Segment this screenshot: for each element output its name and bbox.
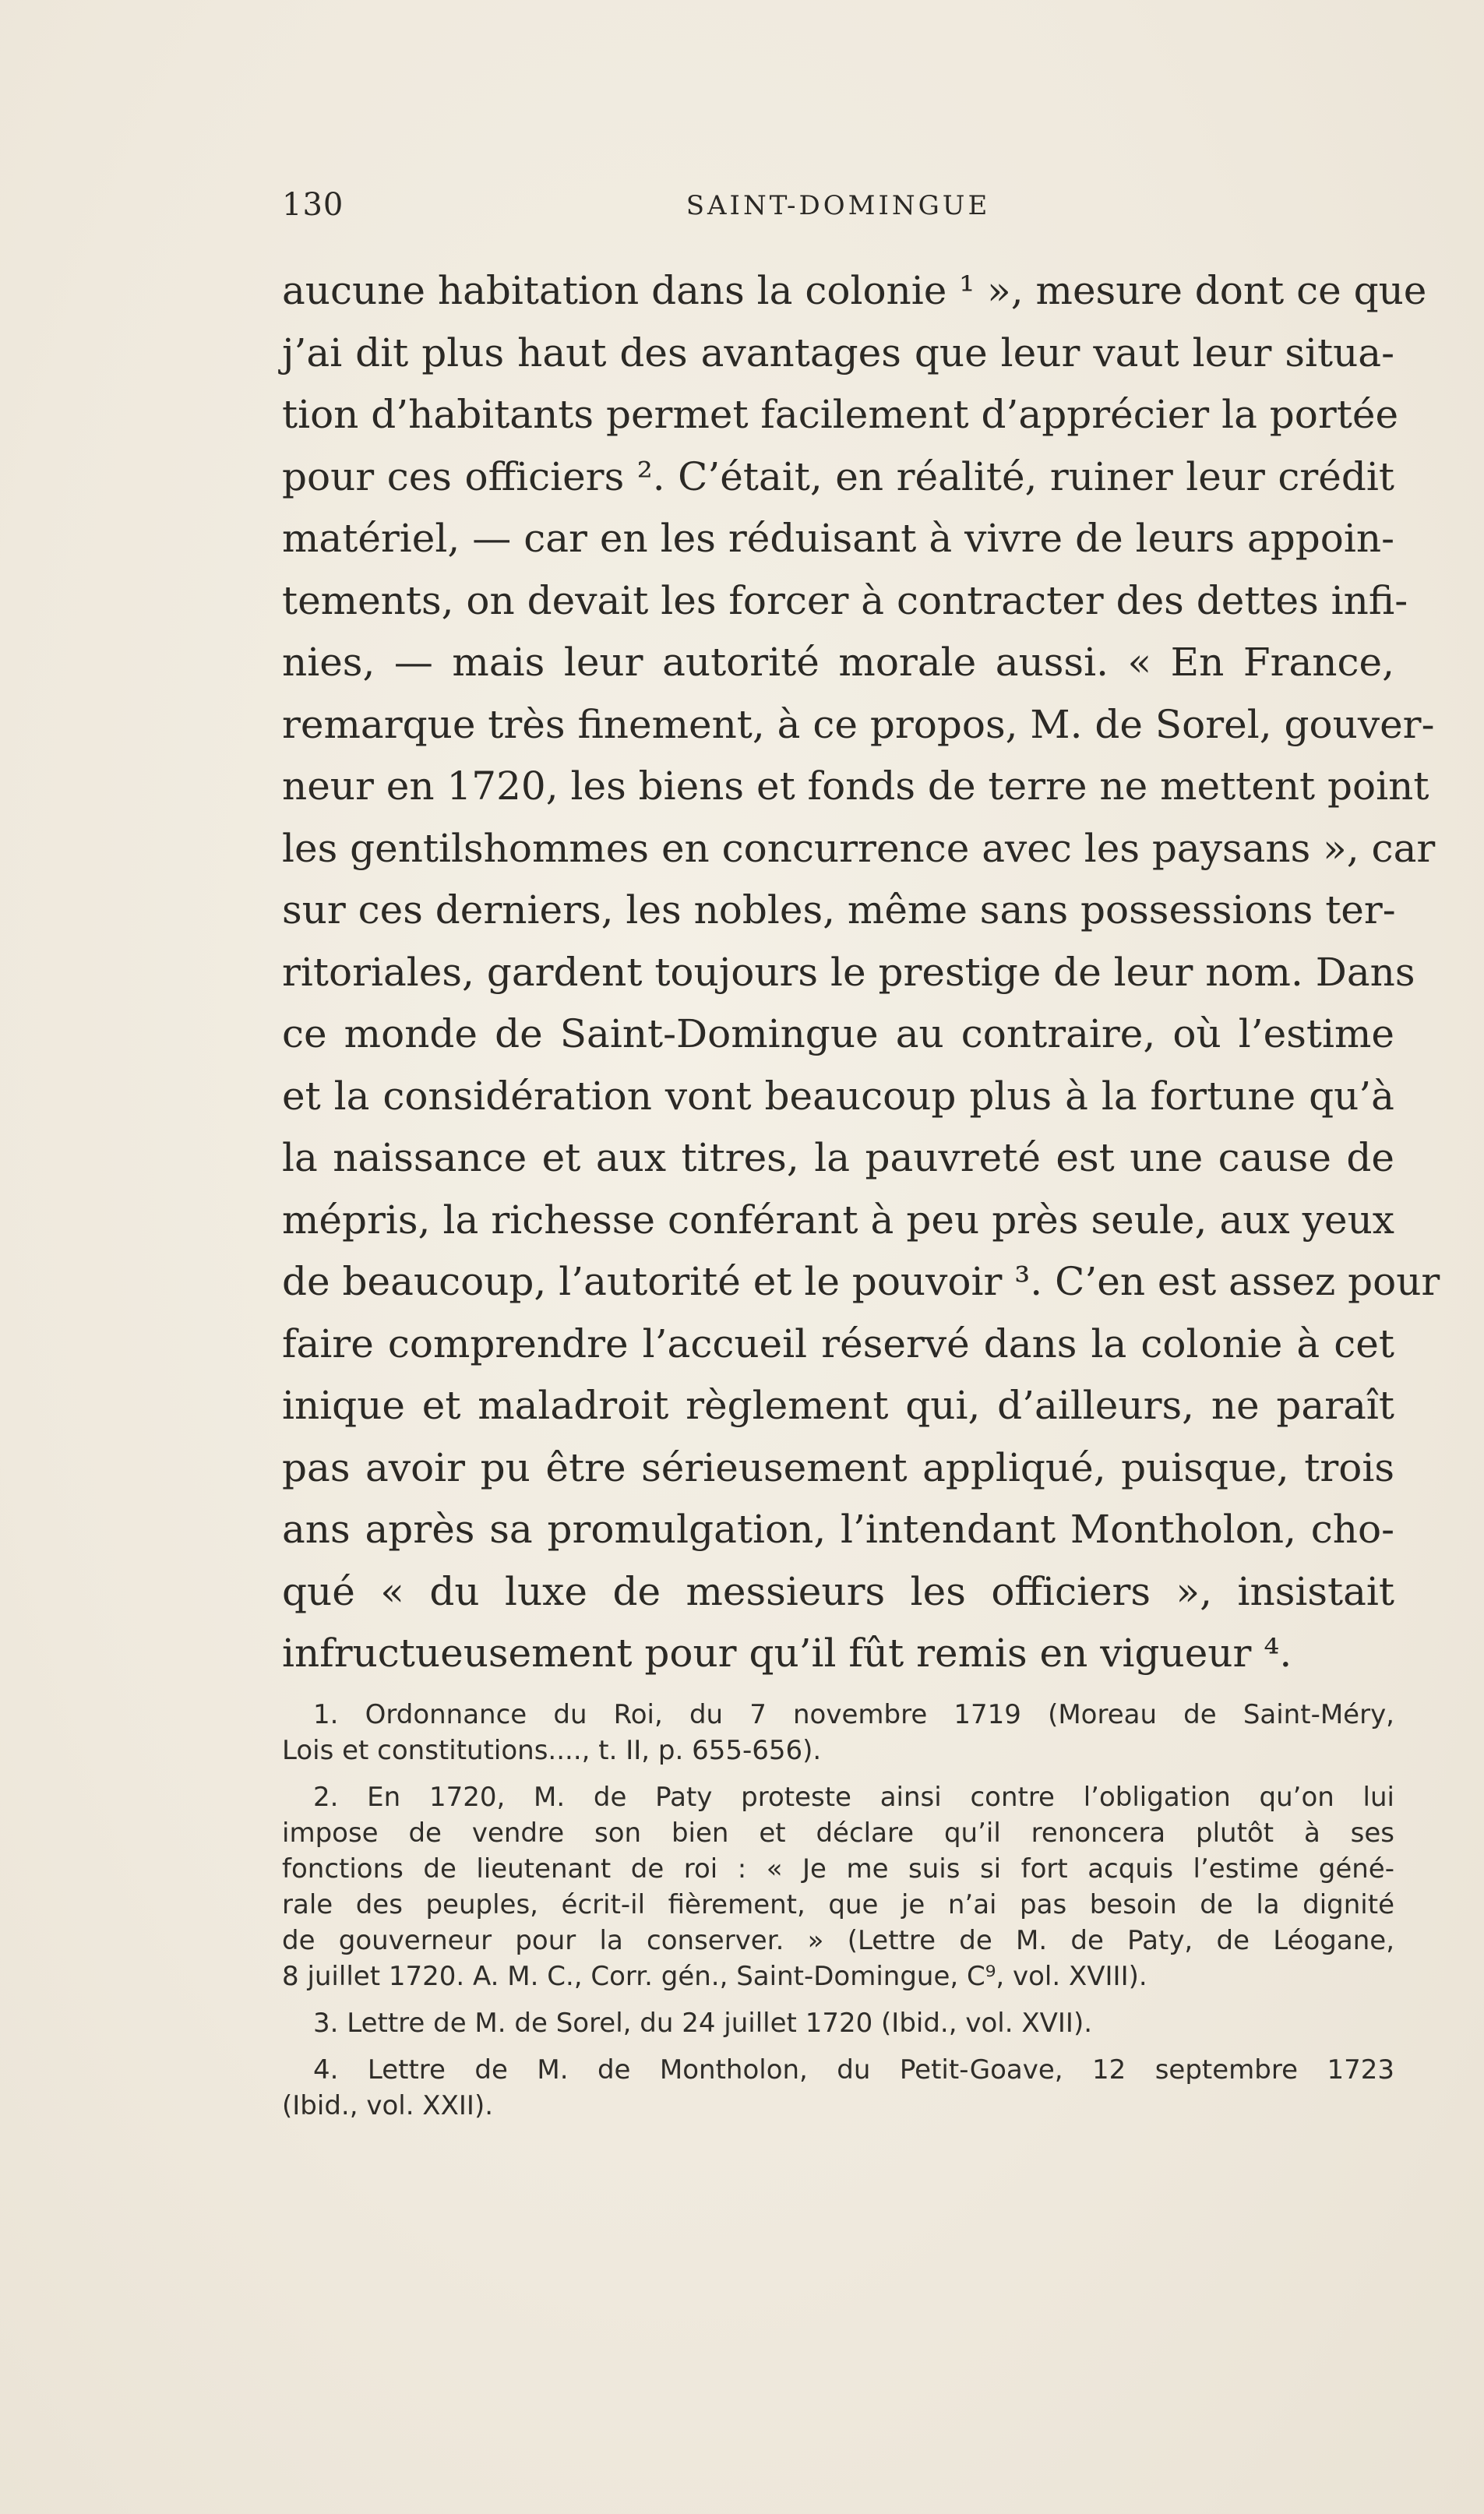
body-line: mépris, la richesse conférant à peu près seule, aux yeux [282, 1197, 1394, 1243]
body-line: et la considération vont beaucoup plus à la fortune qu’à [282, 1073, 1394, 1119]
body-line: remarque très finement, à ce propos, M. de Sorel, gouver- [282, 701, 1435, 747]
body-line: j’ai dit plus haut des avantages que leur vaut leur situa- [282, 330, 1394, 376]
footnote-line: 3. Lettre de M. de Sorel, du 24 juillet 1720 (Ibid., vol. XVII). [313, 2008, 1093, 2039]
footnote-line: Lois et constitutions...., t. II, p. 655-656). [282, 1735, 822, 1766]
body-line: infructueusement pour qu’il fût remis en vigueur ⁴. [282, 1631, 1292, 1676]
body-line: aucune habitation dans la colonie ¹ », mesure dont ce que [282, 268, 1427, 313]
page-number: 130 [282, 187, 344, 223]
body-line: neur en 1720, les biens et fonds de terre ne mettent point [282, 763, 1429, 809]
body-text [282, 260, 1440, 1685]
body-line: pas avoir pu être sérieusement appliqué, puisque, trois [282, 1444, 1394, 1490]
footnote-4 [282, 2052, 1394, 2124]
footnote-2 [282, 1779, 1394, 1994]
body-line: ans après sa promulgation, l’intendant Montholon, cho- [282, 1507, 1394, 1552]
footnote-3 [282, 2005, 1394, 2041]
body-line: les gentilshommes en concurrence avec les paysans », car [282, 825, 1436, 871]
body-line: pour ces officiers ². C’était, en réalité, ruiner leur crédit [282, 453, 1394, 499]
body-line: qué « du luxe de messieurs les officiers », insistait [282, 1568, 1394, 1614]
footnote-line: 2. En 1720, M. de Paty proteste ainsi contre l’obligation qu’on lui [313, 1782, 1394, 1813]
body-line: faire comprendre l’accueil réservé dans la colonie à cet [282, 1320, 1394, 1366]
footnote-1 [282, 1697, 1394, 1768]
body-line: ce monde de Saint-Domingue au contraire, où l’estime [282, 1011, 1394, 1056]
body-line: tion d’habitants permet facilement d’apprécier la portée [282, 392, 1399, 437]
body-line: tements, on devait les forcer à contracter des dettes infi- [282, 577, 1408, 623]
body-line: matériel, — car en les réduisant à vivre de leurs appoin- [282, 516, 1394, 561]
body-line: ritoriales, gardent toujours le prestige de leur nom. Dans [282, 949, 1415, 995]
footnote-line: de gouverneur pour la conserver. » (Lettre de M. de Paty, de Léogane, [282, 1925, 1394, 1956]
footnote-line: impose de vendre son bien et déclare qu’il renoncera plutôt à ses [282, 1818, 1394, 1849]
body-line: sur ces derniers, les nobles, même sans possessions ter- [282, 887, 1396, 933]
footnote-line: (Ibid., vol. XXII). [282, 2090, 494, 2121]
footnote-line: 8 juillet 1720. A. M. C., Corr. gén., Saint-Domingue, C⁹, vol. XVIII). [282, 1961, 1147, 1992]
body-line: inique et maladroit règlement qui, d’ailleurs, ne paraît [282, 1383, 1394, 1428]
body-line: de beaucoup, l’autorité et le pouvoir ³. C’en est assez pour [282, 1259, 1440, 1304]
page-header [282, 187, 1394, 234]
running-title: SAINT-DOMINGUE [686, 190, 991, 221]
footnote-line: rale des peuples, écrit-il fièrement, que je n’ai pas besoin de la dignité [282, 1889, 1394, 1920]
body-line: nies, — mais leur autorité morale aussi. « En France, [282, 640, 1394, 685]
footnotes [282, 1697, 1394, 2135]
footnote-line: 1. Ordonnance du Roi, du 7 novembre 1719 (Moreau de Saint-Méry, [313, 1699, 1394, 1730]
footnote-line: fonctions de lieutenant de roi : « Je me suis si fort acquis l’estime géné- [282, 1853, 1394, 1885]
body-line: la naissance et aux titres, la pauvreté est une cause de [282, 1135, 1394, 1180]
footnote-line: 4. Lettre de M. de Montholon, du Petit-Goave, 12 septembre 1723 [313, 2054, 1394, 2086]
